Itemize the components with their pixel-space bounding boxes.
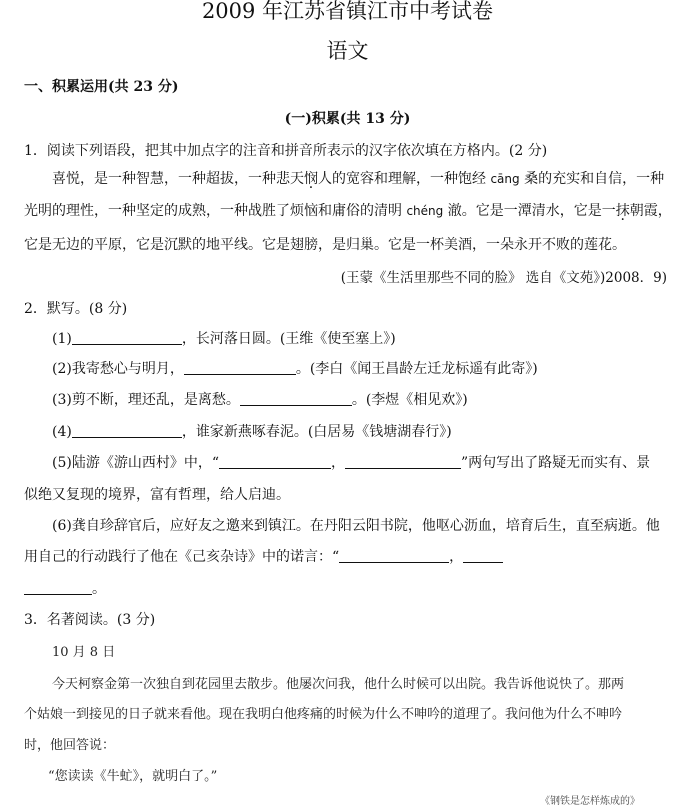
answer-blank[interactable] (72, 423, 182, 438)
subsection-heading: (一)积累(共 13 分) (284, 111, 411, 127)
answer-blank[interactable] (339, 548, 449, 563)
item-text: (3)剪不断，理还乱，是离愁。 (52, 392, 240, 408)
passage-text: 喜悦，是一种智慧，一种超拔，一种悲天 (52, 171, 304, 187)
item-number: (1) (52, 331, 72, 347)
item-text: 用自己的行动践行了他在《己亥杂诗》中的诺言：“ (24, 549, 340, 565)
item-text: (5)陆游《游山西村》中，“ (52, 455, 219, 471)
item-text: 。 (92, 581, 106, 597)
dotted-char: 抹 (615, 203, 630, 219)
item-text: ，谁家新燕啄春泥。(白居易《钱塘湖春行》) (181, 424, 452, 440)
reading-line-3: 时，他回答说： (24, 738, 116, 753)
dictation-item-3 (52, 389, 468, 409)
pinyin: chéng (406, 204, 444, 218)
passage-line-1 (52, 168, 695, 188)
passage-source: (王蒙《生活里那些不同的脸》 选自《文苑》)2008．9) (340, 270, 667, 286)
item-text: 。(李白《闻王昌龄左迁龙标遥有此寄》) (295, 361, 538, 377)
item-text: ， (449, 549, 464, 565)
answer-blank[interactable] (72, 330, 182, 345)
diary-date: 10 月 8 日 (52, 645, 116, 660)
question-1-prompt: 1．阅读下列语段，把其中加点字的注音和拼音所表示的汉字依次填在方格内。(2 分) (24, 143, 548, 159)
answer-blank[interactable] (24, 580, 92, 595)
question-3-prompt: 3．名著阅读。(3 分) (24, 612, 156, 628)
answer-blank[interactable] (463, 548, 503, 563)
dictation-item-4 (52, 421, 452, 441)
answer-blank[interactable] (240, 391, 352, 406)
dictation-item-5 (52, 452, 650, 472)
dictation-item-6-cont (24, 546, 503, 566)
passage-line-3: 它是无边的平原，它是沉默的地平线。它是翅膀，是归巢。它是一杯美酒，一朵永开不败的莲花。 (24, 237, 626, 253)
passage-text: 朝霞， (629, 203, 672, 219)
passage-text: 桑的充实和自信，一种 (519, 171, 665, 187)
dictation-item-1 (52, 328, 396, 348)
item-text: ”两句写出了路疑无而实有、景 (461, 455, 651, 471)
item-text: (2)我寄愁心与明月， (52, 361, 184, 377)
section-heading: 一、积累运用(共 23 分) (24, 79, 179, 95)
dotted-char: 悯 (304, 171, 318, 187)
question-2-prompt: 2．默写。(8 分) (24, 301, 128, 317)
answer-blank[interactable] (184, 360, 296, 375)
exam-title: 2009 年江苏省镇江市中考试卷 (201, 0, 494, 23)
subject-title: 语文 (326, 39, 369, 63)
cutoff-source: 《钢铁是怎样炼成的》 (540, 796, 640, 807)
pinyin: cāng (490, 172, 520, 186)
item-text: ，长河落日圆。(王维《使至塞上》) (181, 331, 396, 347)
passage-text: 人的宽容和理解，一种饱经 (318, 171, 491, 187)
reading-line-2: 个姑娘一到接见的日子就来看他。现在我明白他疼痛的时候为什么不呻吟的道理了。我问他为什么不呻吟 (24, 707, 623, 722)
passage-text: 澈。它是一潭清水，它是一 (443, 203, 616, 219)
dictation-item-6: (6)龚自珍辞官后，应好友之邀来到镇江。在丹阳云阳书院，他呕心沥血，培育后生，直至病逝。他 (52, 518, 660, 534)
item-text: ， (331, 455, 345, 471)
passage-line-2 (24, 200, 674, 220)
item-text: 。(李煜《相见欢》) (351, 392, 468, 408)
passage-text: 光明的理性，一种坚定的成熟，一种战胜了烦恼和庸俗的清明 (24, 203, 407, 219)
dictation-item-2 (52, 358, 538, 378)
reading-line-4: “您读读《牛虻》，就明白了。” (48, 769, 218, 784)
dictation-item-6-end (24, 578, 106, 598)
answer-blank[interactable] (345, 454, 461, 469)
item-number: (4) (52, 424, 72, 440)
answer-blank[interactable] (219, 454, 331, 469)
reading-line-1: 今天柯察金第一次独自到花园里去散步。他屡次问我，他什么时候可以出院。我告诉他说快了。那两 (52, 677, 625, 692)
dictation-item-5-cont: 似绝又复现的境界，富有哲理，给人启迪。 (24, 487, 290, 503)
